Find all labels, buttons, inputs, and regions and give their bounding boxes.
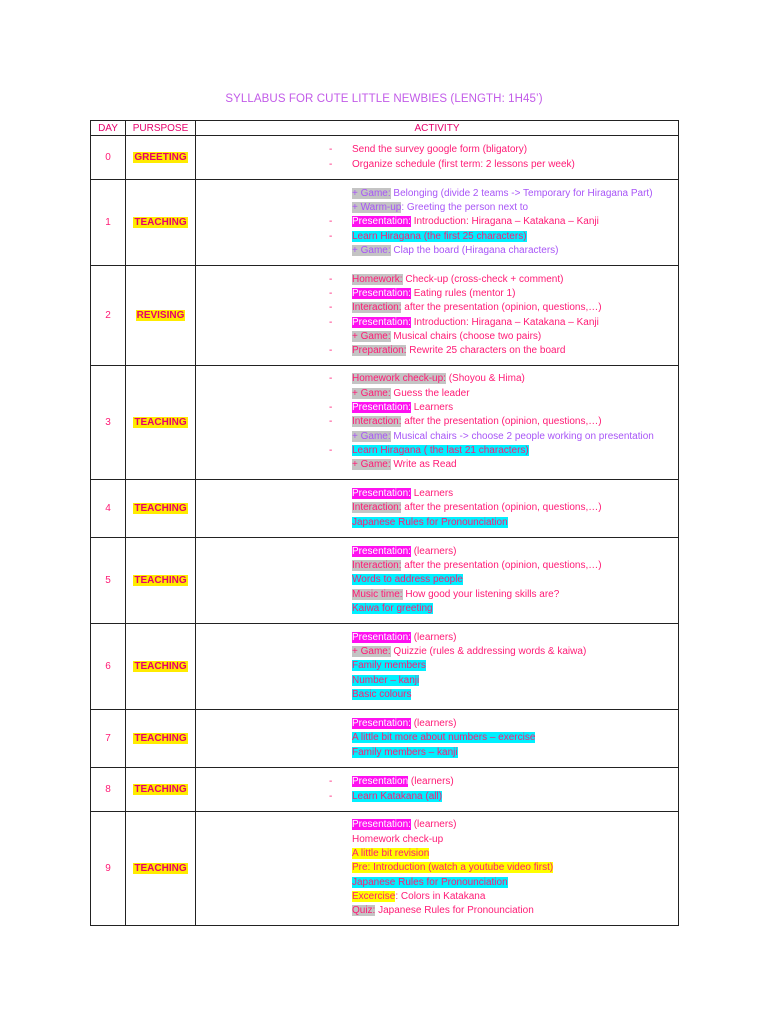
activity-text: Preparation:	[352, 345, 407, 357]
activity-text: Presentation:	[352, 402, 411, 414]
activity-text: Number – kanji	[352, 674, 420, 686]
activity-text: Presentation:	[352, 488, 411, 500]
activity-text: after the presentation (opinion, questions,…)	[401, 560, 602, 572]
activity-text: Quiz:	[352, 905, 376, 917]
table-row	[91, 710, 679, 768]
activity-text: Check-up (cross-check + comment)	[402, 273, 564, 285]
activity-text: (learners)	[410, 718, 457, 730]
activity-text: Interaction:	[352, 502, 402, 514]
activity-text: Learners	[410, 402, 454, 414]
activity-text: Presentation:	[352, 216, 411, 228]
activity-line	[196, 904, 678, 918]
activity-text: Kaiwa for greeting	[352, 602, 433, 614]
activity-text: Write as Read	[390, 459, 457, 471]
activity-cell	[196, 480, 679, 538]
activity-line	[196, 688, 678, 702]
purpose-label: TEACHING	[134, 417, 187, 428]
activity-line	[196, 818, 678, 832]
activity-line	[196, 244, 678, 258]
activity-line	[196, 344, 678, 358]
activity-line	[196, 273, 678, 287]
activity-text: Organize schedule (first term: 2 lessons per week)	[352, 158, 575, 170]
activity-cell	[196, 266, 679, 366]
activity-text: Presentation:	[352, 718, 411, 730]
activity-text: + Warm-up	[352, 202, 402, 214]
day-number: 0	[91, 136, 126, 180]
purpose-cell	[126, 538, 196, 624]
activity-line	[196, 401, 678, 415]
activity-line	[196, 559, 678, 573]
activity-text: Rewrite 25 characters on the board	[406, 345, 566, 357]
header-day: DAY	[91, 121, 126, 136]
activity-line	[196, 890, 678, 904]
activity-text: Quizzie (rules & addressing words & kaiwa)	[390, 646, 587, 658]
activity-text: + Game:	[352, 430, 391, 442]
activity-text: Homework check-up:	[352, 373, 446, 385]
activity-line	[196, 387, 678, 401]
document-title: SYLLABUS FOR CUTE LITTLE NEWBIES (LENGTH: 1H45’)	[225, 93, 543, 105]
activity-cell	[196, 366, 679, 480]
activity-cell	[196, 710, 679, 768]
activity-text: Interaction:	[352, 560, 402, 572]
activity-line	[196, 588, 678, 602]
activity-text: Musical chairs (choose two pairs)	[390, 330, 542, 342]
activity-cell	[196, 812, 679, 926]
activity-text: Music time:	[352, 588, 403, 600]
activity-text: Learn Katakana (all)	[352, 790, 443, 802]
purpose-label: TEACHING	[134, 503, 187, 514]
activity-line	[196, 775, 678, 789]
activity-line	[196, 861, 678, 875]
activity-text: Homework check-up	[352, 833, 444, 845]
activity-text: after the presentation (opinion, questions,…)	[401, 302, 602, 314]
purpose-cell	[126, 812, 196, 926]
activity-line	[196, 458, 678, 472]
table-row	[91, 812, 679, 926]
activity-text: Belonging (divide 2 teams -> Temporary for Hiragana Part)	[390, 187, 653, 199]
purpose-label: GREETING	[134, 152, 187, 163]
activity-text: How good your listening skills are?	[402, 588, 560, 600]
table-header-row	[91, 121, 679, 136]
activity-line	[196, 201, 678, 215]
activity-line	[196, 847, 678, 861]
activity-line	[196, 287, 678, 301]
purpose-cell	[126, 624, 196, 710]
activity-text: Japanese Rules for Pronounciation	[375, 905, 534, 917]
table-row	[91, 136, 679, 180]
activity-line	[196, 645, 678, 659]
purpose-cell	[126, 136, 196, 180]
activity-text: Presentation:	[352, 631, 411, 643]
activity-text: Interaction:	[352, 416, 402, 428]
activity-text: (learners)	[410, 545, 457, 557]
table-row	[91, 624, 679, 710]
activity-text: Presentation:	[352, 819, 411, 831]
purpose-label: TEACHING	[134, 217, 187, 228]
activity-line	[196, 876, 678, 890]
activity-line	[196, 158, 678, 172]
activity-text: Send the survey google form (bligatory)	[352, 144, 528, 156]
purpose-cell	[126, 180, 196, 266]
day-number: 4	[91, 480, 126, 538]
activity-text: Japanese Rules for Pronounciation	[352, 516, 508, 528]
header-activity: ACTIVITY	[196, 121, 679, 136]
activity-line	[196, 415, 678, 429]
day-number: 5	[91, 538, 126, 624]
purpose-cell	[126, 366, 196, 480]
activity-text: Homework:	[352, 273, 403, 285]
activity-line	[196, 516, 678, 530]
day-number: 3	[91, 366, 126, 480]
activity-line	[196, 187, 678, 201]
day-number: 1	[91, 180, 126, 266]
purpose-label: TEACHING	[134, 661, 187, 672]
activity-text: (learners)	[408, 776, 454, 788]
activity-line	[196, 487, 678, 501]
activity-line	[196, 602, 678, 616]
activity-line	[196, 790, 678, 804]
day-number: 6	[91, 624, 126, 710]
activity-line	[196, 674, 678, 688]
activity-line	[196, 545, 678, 559]
activity-text: Japanese Rules for Pronounciation	[352, 876, 508, 888]
activity-text: after the presentation (opinion, questions,…)	[401, 416, 602, 428]
activity-line	[196, 573, 678, 587]
activity-line	[196, 833, 678, 847]
table-row	[91, 180, 679, 266]
activity-text: (learners)	[410, 819, 457, 831]
purpose-cell	[126, 710, 196, 768]
activity-text: Introduction: Hiragana – Katakana – Kanji	[410, 216, 599, 228]
day-number: 8	[91, 768, 126, 812]
activity-line	[196, 631, 678, 645]
table-row	[91, 366, 679, 480]
activity-text: Pre: Introduction (watch a youtube video first)	[352, 862, 554, 874]
activity-text: : Greeting the person next to	[401, 202, 529, 214]
activity-line	[196, 444, 678, 458]
activity-line	[196, 143, 678, 157]
activity-text: Excercise	[352, 890, 396, 902]
activity-text: (learners)	[410, 631, 457, 643]
activity-text: Learn Hiragana ( the last 21 characters)	[352, 444, 529, 456]
activity-cell	[196, 180, 679, 266]
activity-text: Learners	[410, 488, 454, 500]
activity-line	[196, 301, 678, 315]
purpose-cell	[126, 480, 196, 538]
activity-line	[196, 717, 678, 731]
activity-text: Family members – kanji	[352, 746, 458, 758]
activity-line	[196, 372, 678, 386]
activity-text: A little bit more about numbers – exercise	[352, 732, 536, 744]
activity-cell	[196, 538, 679, 624]
activity-cell	[196, 136, 679, 180]
activity-cell	[196, 624, 679, 710]
table-row	[91, 538, 679, 624]
activity-text: Presentation:	[352, 316, 411, 328]
day-number: 7	[91, 710, 126, 768]
table-row	[91, 768, 679, 812]
purpose-label: TEACHING	[134, 784, 187, 795]
purpose-cell	[126, 266, 196, 366]
purpose-label: TEACHING	[134, 863, 187, 874]
activity-text: Introduction: Hiragana – Katakana – Kanji	[410, 316, 599, 328]
activity-text: Guess the leader	[390, 387, 470, 399]
table-row	[91, 266, 679, 366]
activity-text: Family members	[352, 660, 426, 672]
day-number: 2	[91, 266, 126, 366]
activity-text: Learn Hiragana (the first 25 characters)	[352, 230, 527, 242]
table-row	[91, 480, 679, 538]
activity-line	[196, 230, 678, 244]
purpose-cell	[126, 768, 196, 812]
activity-text: + Game:	[352, 459, 391, 471]
activity-text: Presentation:	[352, 545, 411, 557]
activity-text: Clap the board (Hiragana characters)	[390, 244, 559, 256]
activity-text: Basic colours	[352, 688, 412, 700]
activity-line	[196, 430, 678, 444]
activity-line	[196, 731, 678, 745]
activity-text: + Game:	[352, 646, 391, 658]
purpose-label: TEACHING	[134, 575, 187, 586]
day-number: 9	[91, 812, 126, 926]
purpose-label: REVISING	[136, 310, 185, 321]
activity-text: : Colors in Katakana	[395, 890, 486, 902]
activity-text: Interaction:	[352, 302, 402, 314]
activity-text: Musical chairs -> choose 2 people working on presentation	[390, 430, 654, 442]
activity-line	[196, 746, 678, 760]
activity-line	[196, 215, 678, 229]
syllabus-table	[90, 120, 679, 926]
activity-line	[196, 316, 678, 330]
purpose-label: TEACHING	[134, 733, 187, 744]
activity-text: Words to address people	[352, 574, 463, 586]
activity-text: Eating rules (mentor 1)	[410, 287, 516, 299]
activity-text: + Game:	[352, 187, 391, 199]
activity-text: + Game:	[352, 387, 391, 399]
activity-text: Presentation:	[352, 287, 411, 299]
activity-text: Presentation	[352, 776, 409, 788]
activity-text: + Game:	[352, 244, 391, 256]
activity-line	[196, 501, 678, 515]
activity-cell	[196, 768, 679, 812]
activity-text: (Shoyou & Hima)	[445, 373, 525, 385]
header-purpose: PURSPOSE	[126, 121, 196, 136]
activity-line	[196, 330, 678, 344]
activity-text: A little bit revision	[352, 848, 430, 860]
activity-text: after the presentation (opinion, questions,…)	[401, 502, 602, 514]
activity-line	[196, 659, 678, 673]
activity-text: + Game:	[352, 330, 391, 342]
